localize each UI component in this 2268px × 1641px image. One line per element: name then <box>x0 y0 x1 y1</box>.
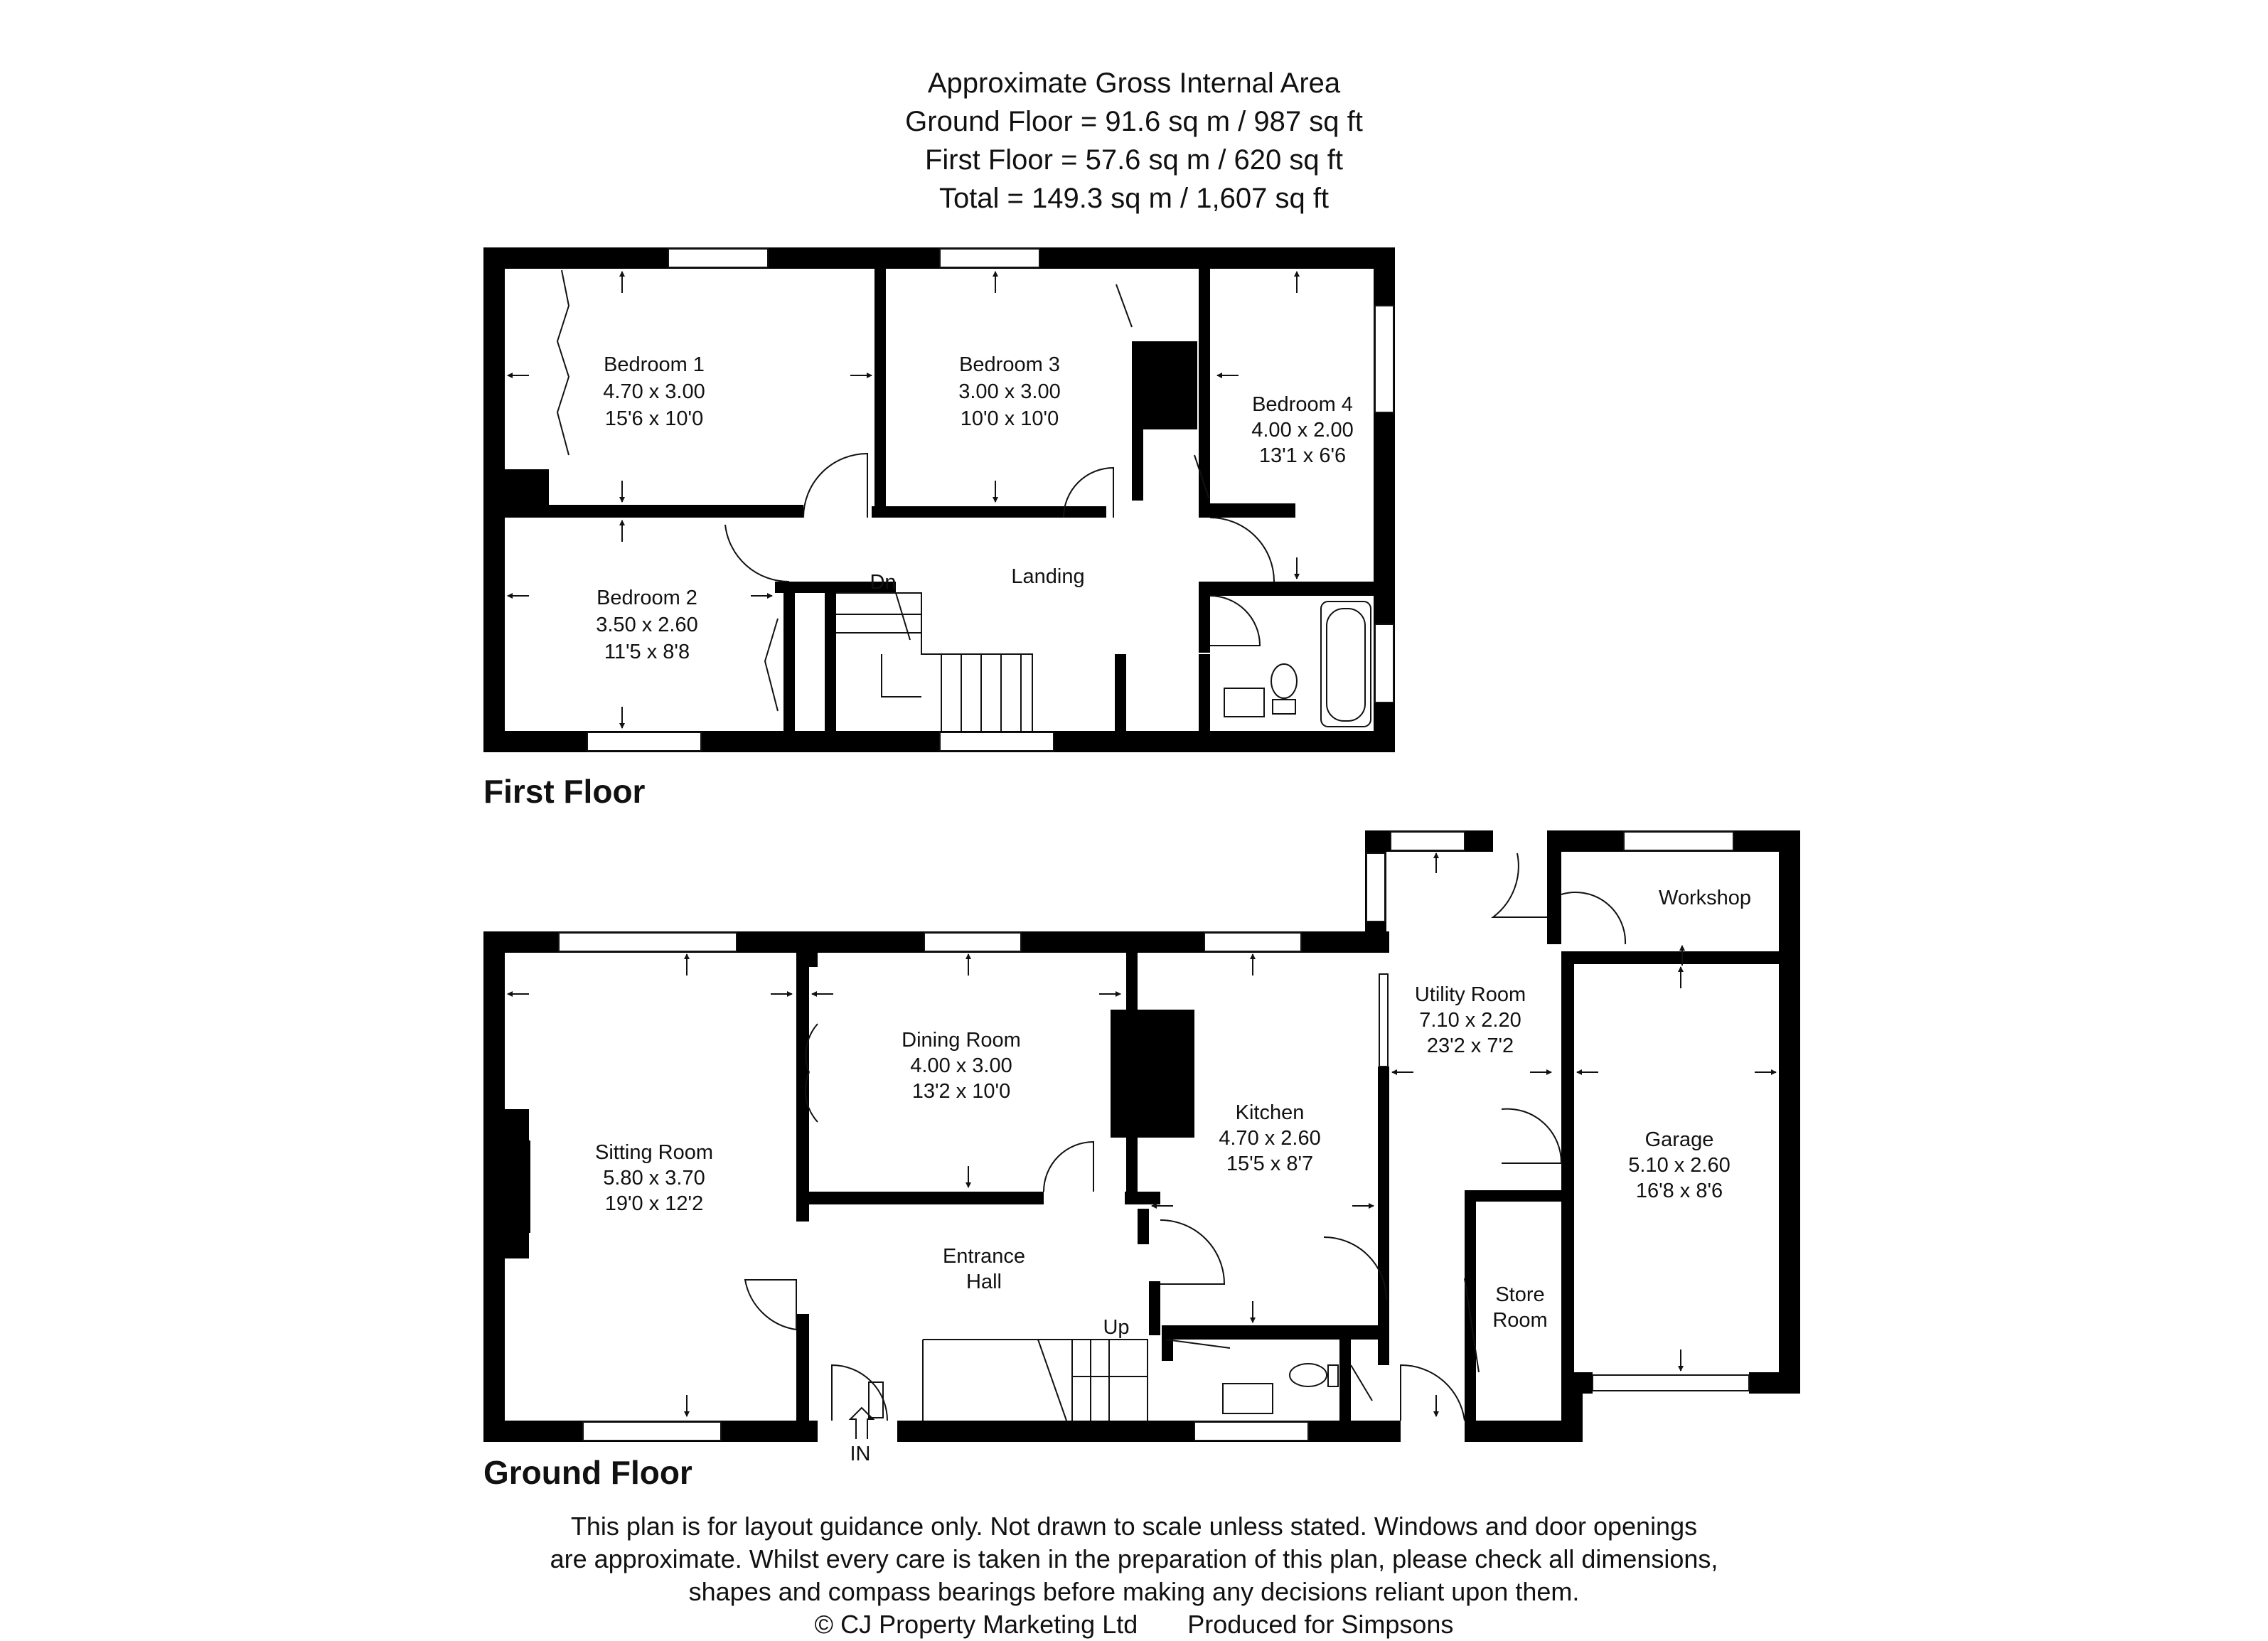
bedroom4-metric: 4.00 x 2.00 <box>1251 419 1354 442</box>
garage-name: Garage <box>1644 1128 1714 1151</box>
area-title: Approximate Gross Internal Area <box>927 68 1341 99</box>
bedroom1-metric: 4.70 x 3.00 <box>603 380 705 403</box>
ground-floor-walls <box>483 830 1800 1442</box>
landing-label: Landing <box>1011 565 1085 588</box>
bedroom2-metric: 3.50 x 2.60 <box>596 614 698 636</box>
bedroom1-imperial: 15'6 x 10'0 <box>604 407 704 430</box>
store-room-line2: Room <box>1492 1309 1548 1332</box>
first-floor-stairs <box>836 593 1032 731</box>
kitchen-imperial: 15'5 x 8'7 <box>1226 1153 1314 1175</box>
store-room-line1: Store <box>1495 1283 1545 1306</box>
disclaimer-line1: This plan is for layout guidance only. Not drawn to scale unless stated. Windows and door openings <box>570 1512 1698 1541</box>
ground-floor-plan <box>483 830 1800 1465</box>
disclaimer <box>0 1510 2268 1641</box>
bedroom3-metric: 3.00 x 3.00 <box>958 380 1061 403</box>
bedroom1-name: Bedroom 1 <box>604 353 705 376</box>
ground-floor-title: Ground Floor <box>483 1454 692 1491</box>
bedroom3-imperial: 10'0 x 10'0 <box>960 407 1059 430</box>
entrance-hall-line1: Entrance <box>942 1245 1026 1268</box>
first-floor-area: First Floor = 57.6 sq m / 620 sq ft <box>924 144 1343 176</box>
entrance-hall-line2: Hall <box>966 1271 1002 1293</box>
bedroom4-imperial: 13'1 x 6'6 <box>1258 444 1347 467</box>
kitchen-metric: 4.70 x 2.60 <box>1219 1127 1321 1150</box>
sitting-room-imperial: 19'0 x 12'2 <box>604 1192 704 1215</box>
first-floor-title: First Floor <box>483 773 646 810</box>
garage-imperial: 16'8 x 8'6 <box>1635 1180 1723 1202</box>
entrance-arrow-icon <box>850 1408 873 1439</box>
bathroom-fixtures <box>1224 602 1371 727</box>
credits <box>0 1608 2268 1641</box>
bedroom2-name: Bedroom 2 <box>597 587 697 609</box>
kitchen-name: Kitchen <box>1235 1101 1305 1124</box>
sitting-room-name: Sitting Room <box>594 1141 714 1164</box>
dining-room-imperial: 13'2 x 10'0 <box>911 1080 1011 1103</box>
produced-for-text: Produced for Simpsons <box>1187 1610 1454 1639</box>
copyright-text: © CJ Property Marketing Ltd <box>814 1610 1138 1639</box>
first-floor-walls <box>483 247 1395 752</box>
ground-floor-area: Ground Floor = 91.6 sq m / 987 sq ft <box>905 106 1363 137</box>
dining-room-name: Dining Room <box>902 1029 1021 1052</box>
disclaimer-line3: shapes and compass bearings before making any decisions reliant upon them. <box>688 1577 1580 1606</box>
utility-room-imperial: 23'2 x 7'2 <box>1426 1035 1514 1057</box>
sitting-room-metric: 5.80 x 3.70 <box>603 1167 705 1190</box>
ground-floor-fixtures <box>869 1364 1338 1418</box>
bedroom3-name: Bedroom 3 <box>959 353 1060 376</box>
first-floor-plan <box>483 247 1395 752</box>
utility-room-metric: 7.10 x 2.20 <box>1419 1009 1521 1032</box>
dining-room-metric: 4.00 x 3.00 <box>910 1054 1012 1077</box>
garage-metric: 5.10 x 2.60 <box>1628 1154 1731 1177</box>
entrance-in-label: IN <box>850 1443 871 1465</box>
disclaimer-line2: are approximate. Whilst every care is taken in the preparation of this plan, please check all dimensions, <box>550 1544 1718 1573</box>
bedroom4-name: Bedroom 4 <box>1252 393 1353 416</box>
utility-room-name: Utility Room <box>1414 983 1526 1006</box>
bedroom2-imperial: 11'5 x 8'8 <box>604 641 690 663</box>
ground-floor-stairs <box>923 1340 1148 1421</box>
stairs-down-label: Dn <box>870 571 897 594</box>
stairs-up-label: Up <box>1103 1316 1130 1339</box>
total-area: Total = 149.3 sq m / 1,607 sq ft <box>938 183 1330 214</box>
workshop-label: Workshop <box>1658 887 1752 909</box>
